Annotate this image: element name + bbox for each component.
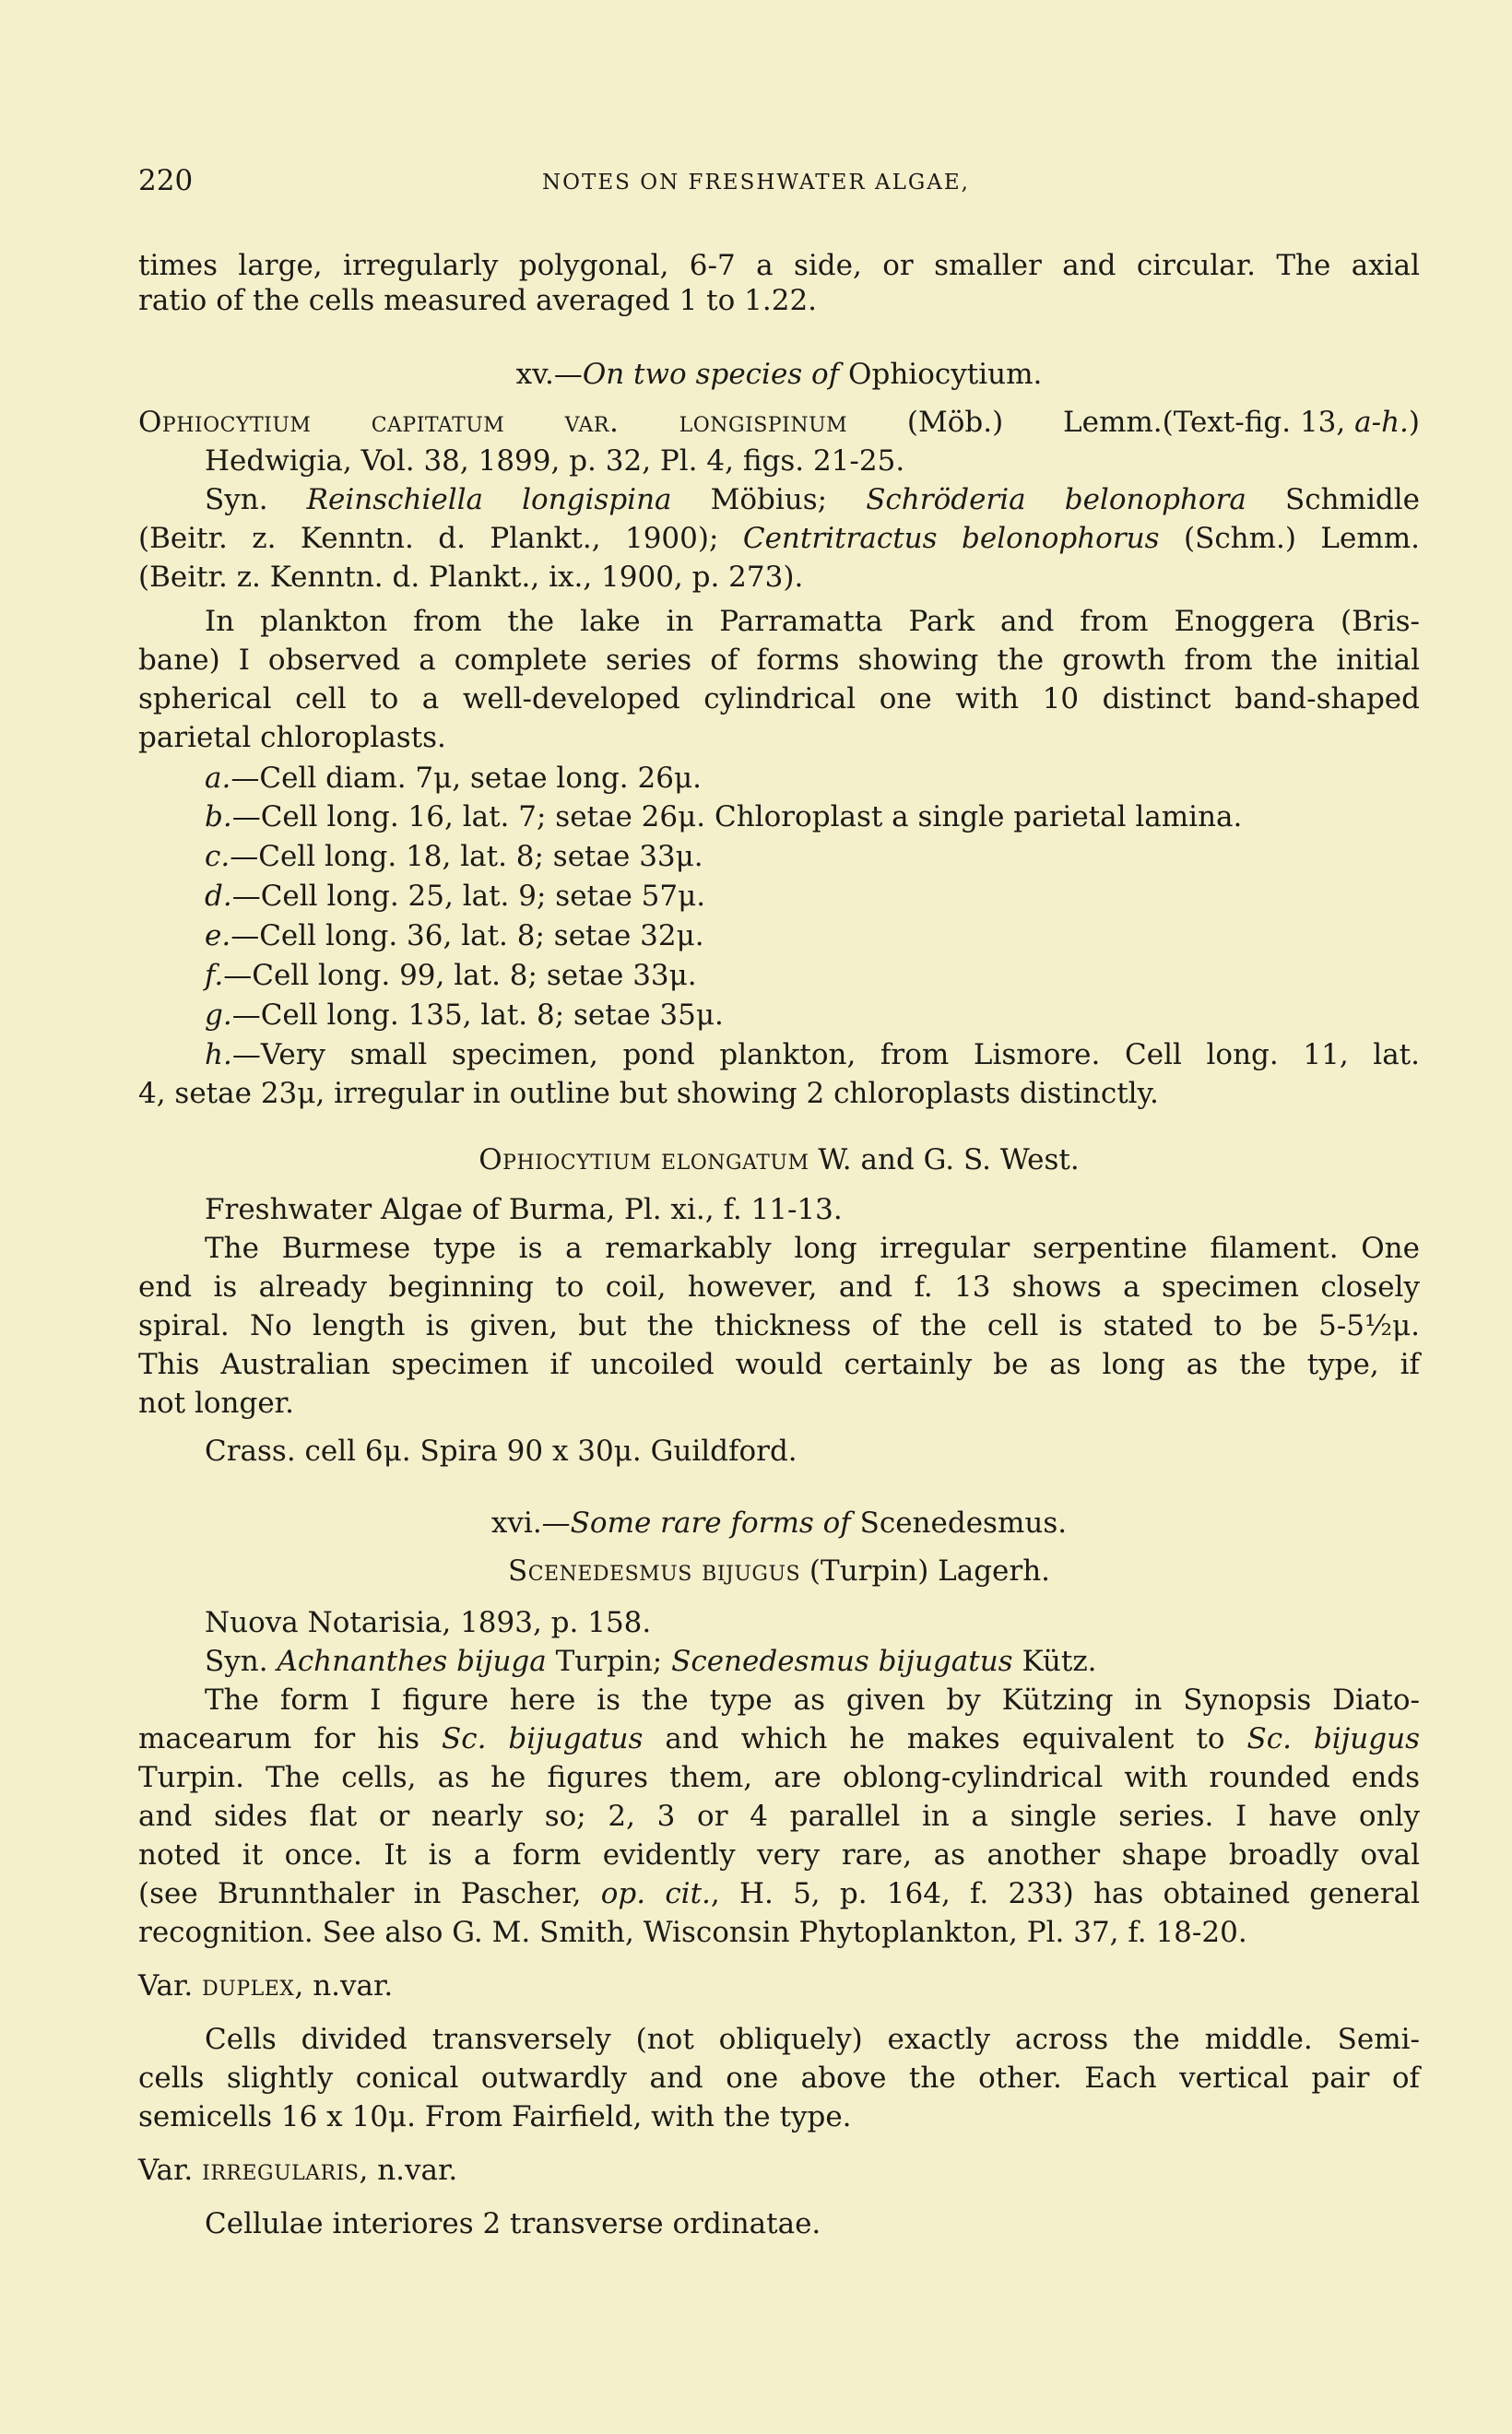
syn-italic: Achnanthes bijuga [277, 1645, 547, 1678]
body-line: times large, irregularly polygonal, 6-7 a side, or smaller and circular. The axial [138, 249, 1420, 282]
var-name: irregularis [202, 2154, 360, 2187]
body-line: 4, setae 23μ, irregular in outline but showing 2 chloroplasts distinctly. [138, 1077, 1159, 1110]
section-number: xvi.— [490, 1506, 571, 1540]
figure-ref-italic: a-h. [1354, 406, 1409, 439]
species-name: Ophiocytium elongatum [478, 1143, 809, 1176]
body-line: noted it once. It is a form evidently very rare, as another shape broadly oval [138, 1838, 1420, 1872]
text-run: (see Brunnthaler in Pascher, [138, 1877, 601, 1910]
measurement-item [138, 798, 1420, 835]
item-label: f. [205, 959, 224, 992]
species-name: Ophiocytium capitatum var. longispinum [138, 406, 848, 439]
body-line [138, 1720, 1420, 1757]
citation: Hedwigia, Vol. 38, 1899, p. 32, Pl. 4, figs. 21-25. [205, 444, 905, 478]
syn-text: Turpin; [546, 1645, 672, 1678]
item-text: —Very small specimen, pond plankton, from Lismore. Cell long. 11, lat. [231, 1038, 1420, 1071]
syn-italic: Centritractus belonophorus [742, 522, 1160, 555]
item-label: h. [205, 1038, 232, 1071]
variety-heading [138, 1967, 1420, 2004]
var-suffix: , n.var. [294, 1969, 394, 2003]
body-line: Cells divided transversely (not obliquely) exactly across the middle. Semi- [205, 2023, 1420, 2056]
body-line: Turpin. The cells, as he figures them, are oblong-cylindrical with rounded ends [138, 1761, 1420, 1794]
body-line [138, 1875, 1420, 1912]
measurement-item [138, 957, 1420, 994]
running-title: NOTES ON FRESHWATER ALGAE, [542, 171, 970, 195]
syn-text: (Schm.) Lemm. [1159, 522, 1421, 555]
page-number: 220 [138, 164, 194, 197]
section-title-italic: On two species of [582, 358, 840, 391]
syn-label: Syn. [205, 483, 307, 516]
syn-italic: Schröderia belonophora [866, 483, 1246, 516]
body-line: Crass. cell 6μ. Spira 90 x 30μ. Guildford. [205, 1435, 797, 1468]
species-heading [138, 404, 1420, 441]
item-label: b. [205, 800, 232, 833]
measurement-item [138, 997, 1420, 1034]
body-line: bane) I observed a complete series of forms showing the growth from the initial [138, 644, 1420, 677]
var-name: duplex [202, 1969, 295, 2003]
var-suffix: , n.var. [359, 2154, 458, 2187]
syn-text: Möbius; [671, 483, 867, 516]
item-label: c. [205, 840, 230, 873]
synonymy-line [138, 520, 1420, 557]
item-text: —Cell long. 36, lat. 8; setae 32μ. [230, 919, 704, 952]
body-line: The form I figure here is the type as given by Kützing in Synopsis Diato- [205, 1684, 1420, 1717]
section-number: xv.— [515, 358, 583, 391]
body-line: spherical cell to a well-developed cylindrical one with 10 distinct band-shaped [138, 682, 1420, 715]
species-heading [138, 1553, 1420, 1589]
variety-heading [138, 2152, 1420, 2189]
item-text: —Cell long. 16, lat. 7; setae 26μ. Chloroplast a single parietal lamina. [231, 800, 1243, 833]
synonymy-line: (Beitr. z. Kenntn. d. Plankt., ix., 1900, p. 273). [138, 561, 804, 594]
text-run: and which he makes equivalent to [643, 1722, 1247, 1755]
body-line: spiral. No length is given, but the thickness of the cell is stated to be 5-5½μ. [138, 1309, 1420, 1342]
measurement-item [138, 917, 1420, 954]
species-authority: (Turpin) Lagerh. [800, 1554, 1051, 1588]
var-label: Var. [138, 2154, 203, 2187]
measurement-item [138, 760, 1420, 797]
measurement-item [138, 878, 1420, 915]
species-authority: (Möb.) Lemm. [847, 406, 1163, 439]
figure-ref: (Text-fig. 13, [1162, 406, 1355, 439]
body-line: ratio of the cells measured averaged 1 to 1.22. [138, 284, 818, 317]
body-line: In plankton from the lake in Parramatta Park and from Enoggera (Bris- [205, 605, 1420, 638]
syn-italic: Scenedesmus bijugatus [671, 1645, 1013, 1678]
italic-run: Sc. bijugus [1246, 1722, 1420, 1755]
text-run: , H. 5, p. 164, f. 233) has obtained general [710, 1877, 1420, 1910]
body-line: not longer. [138, 1387, 294, 1420]
body-line: cells slightly conical outwardly and one above the other. Each vertical pair of [138, 2062, 1420, 2095]
body-line: This Australian specimen if uncoiled would certainly be as long as the type, if [138, 1348, 1420, 1381]
species-name: Scenedesmus bijugus [507, 1554, 801, 1588]
item-text: —Cell long. 99, lat. 8; setae 33μ. [223, 959, 697, 992]
section-heading-xvi [138, 1505, 1420, 1542]
syn-label: Syn. [205, 1645, 278, 1678]
section-title-italic: Some rare forms of [570, 1506, 851, 1540]
citation: Nuova Notarisia, 1893, p. 158. [205, 1606, 652, 1639]
item-label: g. [205, 998, 232, 1032]
syn-text: (Beitr. z. Kenntn. d. Plankt., 1900); [138, 522, 743, 555]
syn-text: Schmidle [1246, 483, 1420, 516]
text-run: macearum for his [138, 1722, 442, 1755]
section-heading-xv [138, 356, 1420, 393]
body-line: recognition. See also G. M. Smith, Wisconsin Phytoplankton, Pl. 37, f. 18-20. [138, 1916, 1247, 1949]
italic-run: Sc. bijugatus [441, 1722, 644, 1755]
body-line: The Burmese type is a remarkably long irregular serpentine filament. One [205, 1232, 1420, 1265]
item-text: —Cell long. 18, lat. 8; setae 33μ. [230, 840, 703, 873]
body-line: and sides flat or nearly so; 2, 3 or 4 parallel in a single series. I have only [138, 1800, 1420, 1833]
section-title-genus: Scenedesmus. [850, 1506, 1068, 1540]
measurement-item [138, 1036, 1420, 1073]
body-line: Cellulae interiores 2 transverse ordinatae. [205, 2207, 821, 2240]
item-label: a. [205, 762, 231, 795]
body-line: end is already beginning to coil, however, and f. 13 shows a specimen closely [138, 1270, 1420, 1304]
item-text: —Cell diam. 7μ, setae long. 26μ. [230, 762, 702, 795]
species-authority: W. and G. S. West. [809, 1143, 1080, 1176]
item-text: —Cell long. 135, lat. 8; setae 35μ. [231, 998, 724, 1032]
body-line: parietal chloroplasts. [138, 721, 446, 754]
measurement-item [138, 838, 1420, 875]
body-line: semicells 16 x 10μ. From Fairfield, with the type. [138, 2100, 852, 2133]
species-heading [138, 1141, 1420, 1178]
syn-text: Kütz. [1012, 1645, 1097, 1678]
item-text: —Cell long. 25, lat. 9; setae 57μ. [231, 880, 706, 913]
var-label: Var. [138, 1969, 203, 2003]
synonymy-line [138, 1643, 1420, 1680]
citation: Freshwater Algae of Burma, Pl. xi., f. 11-13. [205, 1193, 843, 1226]
figure-ref-end: ) [1408, 406, 1420, 439]
item-label: e. [205, 919, 231, 952]
section-title-genus: Ophiocytium. [839, 358, 1043, 391]
item-label: d. [205, 880, 232, 913]
italic-run: op. cit. [600, 1877, 711, 1910]
syn-italic: Reinschiella longispina [306, 483, 672, 516]
synonymy-line [138, 481, 1420, 518]
